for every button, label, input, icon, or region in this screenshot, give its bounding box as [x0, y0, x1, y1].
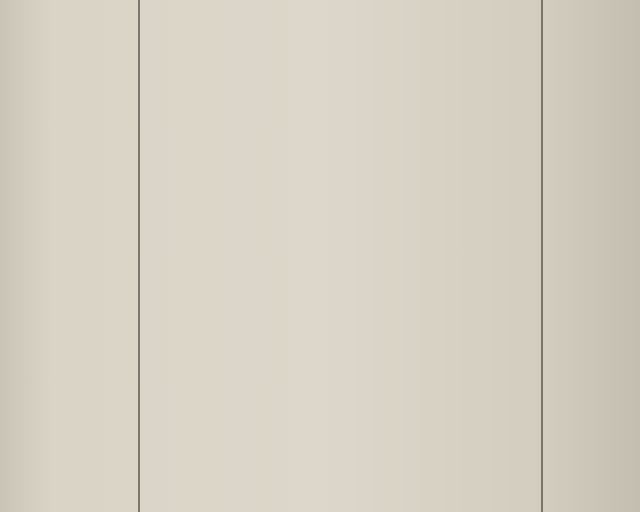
column-rule	[138, 0, 140, 512]
column-rule	[541, 0, 543, 512]
